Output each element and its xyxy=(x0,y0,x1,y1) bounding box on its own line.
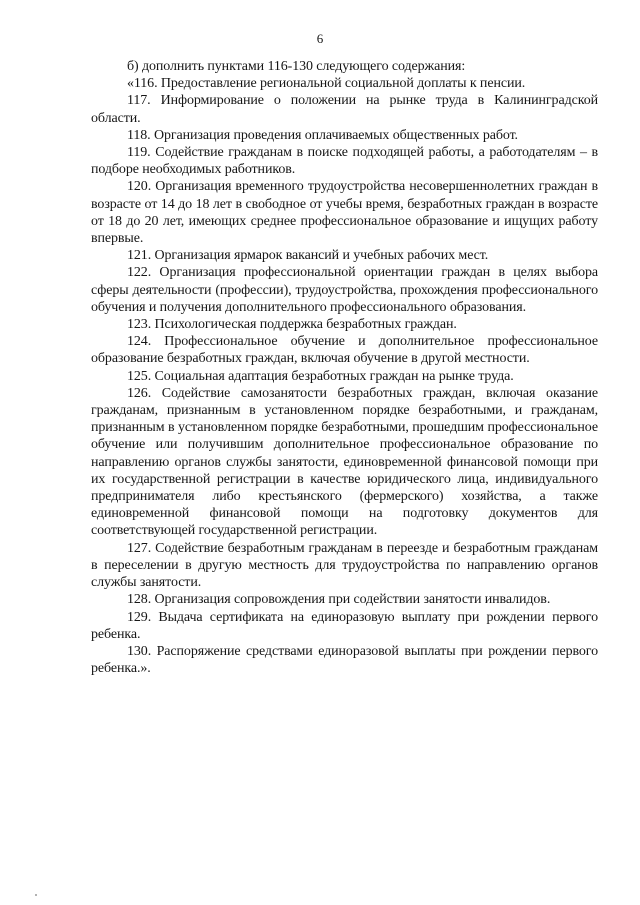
paragraph-item-119: 119. Содействие гражданам в поиске подходящей работы, а работодателям – в подборе необходимых работников. xyxy=(91,145,598,178)
paragraph-item-126: 126. Содействие самозанятости безработных граждан, включая оказание гражданам, признанным в установленном порядке безработными, и гражданам, признанным в установленном порядке безработными, прошедшим профессиональное обучение или получившим дополнительное профессиональное образование по направлению органов службы занятости, единовременной финансовой помощи при их государственной регистрации в качестве юридического лица, индивидуального предпринимателя либо крестьянского (фермерского) хозяйства, а также единовременной финансовой помощи на подготовку документов для соответствующей государственной регистрации. xyxy=(91,385,598,539)
paragraph-item-127: 127. Содействие безработным гражданам в переезде и безработным гражданам в переселении в другую местность для трудоустройства по направлению органов службы занятости. xyxy=(91,540,598,591)
paragraph-item-123: 123. Психологическая поддержка безработных граждан. xyxy=(127,317,457,333)
paragraph-item-120: 120. Организация временного трудоустройства несовершеннолетних граждан в возрасте от 14 до 18 лет в свободное от учебы время, безработных граждан в возрасте от 18 до 20 лет, имеющих среднее профессиональное образование и ищущих работу впервые. xyxy=(91,179,598,247)
document-body xyxy=(91,58,598,677)
paragraph-item-128: 128. Организация сопровождения при содействии занятости инвалидов. xyxy=(127,592,551,608)
paragraph-item-116: «116. Предоставление региональной социальной доплаты к пенсии. xyxy=(127,76,526,92)
paragraph-item-129: 129. Выдача сертификата на единоразовую выплату при рождении первого ребенка. xyxy=(91,609,598,642)
paragraph-item-117: 117. Информирование о положении на рынке труда в Калининградской области. xyxy=(91,93,598,126)
paragraph-item-125: 125. Социальная адаптация безработных граждан на рынке труда. xyxy=(127,368,514,384)
paragraph-item-124: 124. Профессиональное обучение и дополнительное профессиональное образование безработных граждан, включая обучение в другой местности. xyxy=(91,334,598,367)
paragraph-amendment-intro: б) дополнить пунктами 116-130 следующего содержания: xyxy=(127,59,466,74)
page-number: 6 xyxy=(316,31,324,46)
paragraph-item-121: 121. Организация ярмарок вакансий и учебных рабочих мест. xyxy=(127,248,489,264)
paragraph-item-122: 122. Организация профессиональной ориентации граждан в целях выбора сферы деятельности (профессии), трудоустройства, прохождения профессионального обучения и получения дополнительного профессионального образования. xyxy=(91,265,598,315)
paragraph-item-118: 118. Организация проведения оплачиваемых общественных работ. xyxy=(127,127,518,143)
paragraph-item-130: 130. Распоряжение средствами единоразовой выплаты при рождении первого ребенка.». xyxy=(91,643,598,677)
scan-speck xyxy=(35,894,37,896)
